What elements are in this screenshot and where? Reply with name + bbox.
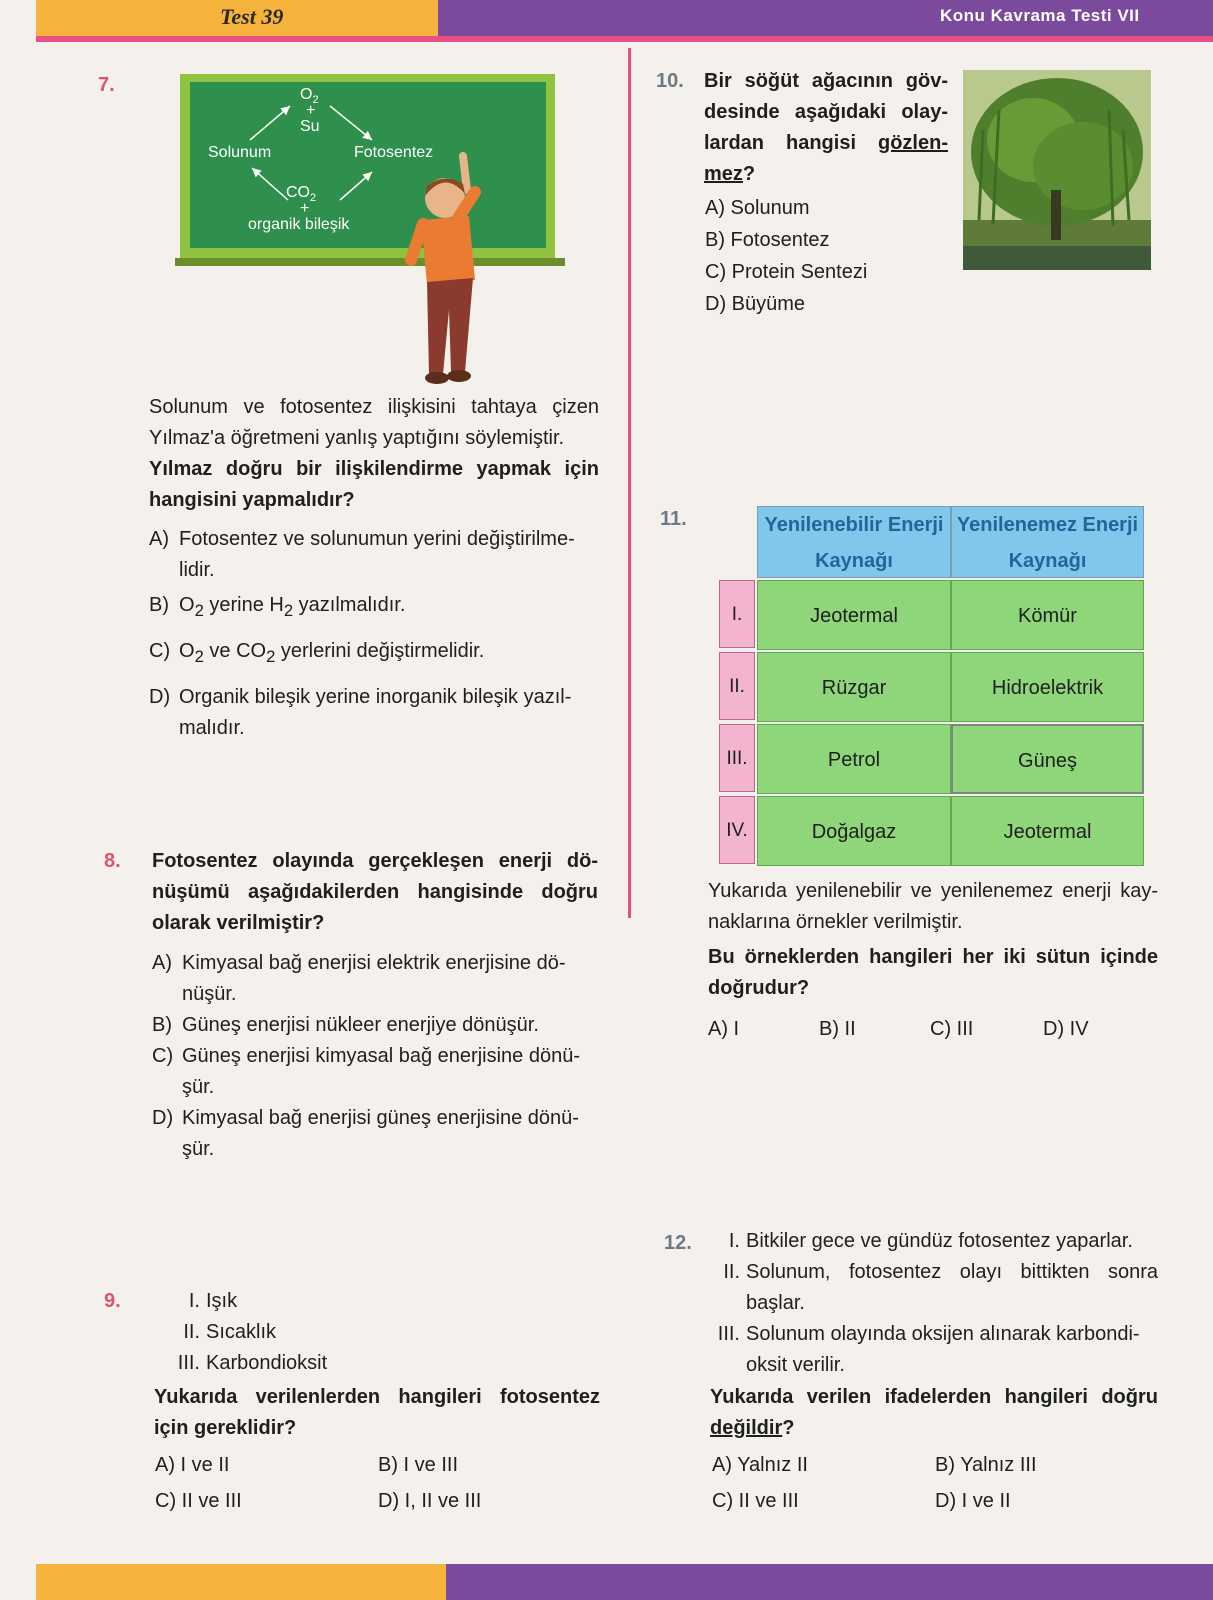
q11-option-c[interactable]: C) III [930, 1018, 974, 1040]
table-cell-nonrenewable: Hidroelektrik [951, 652, 1144, 722]
question-10-stem-line-2: desinde aşağıdaki olay- [704, 101, 948, 123]
q7-option-d-cont: malıdır. [179, 717, 245, 739]
column-divider [628, 48, 631, 918]
item-text: Bitkiler gece ve gündüz fotosentez yaparlar. [746, 1230, 1133, 1252]
question-10-stem-line-3 [704, 128, 948, 159]
header-line-1: Yenilenemez Enerji [956, 514, 1139, 536]
footer-right-band [446, 1564, 1213, 1600]
q12-option-c[interactable]: C) II ve III [712, 1490, 799, 1512]
q10-option-c[interactable]: C) Protein Sentezi [705, 261, 868, 283]
q9-option-b[interactable]: B) I ve III [378, 1454, 459, 1476]
question-8-number: 8. [104, 850, 121, 872]
table-row-number: II. [719, 652, 755, 720]
question-8-options [152, 948, 602, 1165]
q9-item-2 [160, 1317, 460, 1348]
item-key: III. [177, 1352, 200, 1374]
diagram-fotosentez: Fotosentez [354, 144, 434, 161]
question-10-options [705, 192, 867, 320]
option-key: C) [152, 1045, 174, 1067]
option-text: Kimyasal bağ enerjisi elektrik enerjisine dö- [182, 952, 566, 974]
question-7-number: 7. [98, 74, 115, 96]
diagram-co2: $CO_2$ [286, 184, 317, 205]
question-8-stem-line-3: olarak verilmiştir? [152, 912, 325, 934]
q12-option-d[interactable]: D) I ve II [935, 1490, 1011, 1512]
option-key: B) [152, 1014, 172, 1036]
option-key: A) [149, 528, 169, 550]
option-text: Organik bileşik yerine inorganik bileşik yazıl- [179, 686, 572, 708]
option-key: B) [149, 594, 169, 616]
q8-option-b[interactable] [152, 1010, 602, 1041]
q7-option-a[interactable] [149, 524, 609, 555]
q12-option-b[interactable]: B) Yalnız III [935, 1454, 1037, 1476]
question-12-stem-line-2 [710, 1413, 1158, 1444]
stem-underlined: mez [704, 163, 743, 185]
question-7-options [149, 524, 609, 744]
table-cell-renewable: Petrol [757, 724, 951, 794]
q9-option-a[interactable]: A) I ve II [155, 1454, 230, 1476]
question-11-bold-line-2: doğrudur? [708, 977, 810, 999]
diagram-plus-bottom: + [300, 200, 310, 217]
question-8-stem [152, 846, 598, 939]
q9-item-3 [160, 1348, 460, 1379]
table-header-nonrenewable [951, 506, 1144, 578]
option-text: Kimyasal bağ enerjisi güneş enerjisine dönü- [182, 1107, 579, 1129]
q12-item-3-cont: oksit verilir. [746, 1354, 845, 1376]
table-row-number: III. [719, 724, 755, 792]
q9-item-1 [160, 1286, 460, 1317]
question-8-stem-line-1: Fotosentez olayında gerçekleşen enerji dö- [152, 850, 598, 872]
header-stripe [36, 36, 1213, 42]
question-10-stem-line-1: Bir söğüt ağacının göv- [704, 70, 948, 92]
question-11-stem-line-1: Yukarıda yenilenebilir ve yenilenemez enerji kay- [708, 880, 1158, 902]
item-key: III. [717, 1323, 740, 1345]
question-7-stem-bold-2: hangisini yapmalıdır? [149, 489, 355, 511]
question-11-stem [708, 876, 1158, 938]
q8-option-c[interactable] [152, 1041, 602, 1072]
question-7-stem-bold-1: Yılmaz doğru bir ilişkilendirme yapmak için [149, 458, 599, 480]
section-label: Konu Kavrama Testi VII [940, 6, 1140, 25]
option-key: D) [149, 686, 171, 708]
q11-option-b[interactable]: B) II [819, 1018, 856, 1040]
diagram-plus-top: + [306, 102, 316, 119]
q7-option-a-cont: lidir. [179, 559, 215, 581]
question-9-items [160, 1286, 460, 1379]
header-line-1: Yenilenebilir Enerji [764, 514, 944, 536]
item-text: Karbondioksit [206, 1352, 328, 1374]
header-line-2: Kaynağı [1008, 550, 1087, 572]
question-12-items [704, 1226, 1158, 1381]
option-text: Güneş enerjisi kimyasal bağ enerjisine dönü- [182, 1045, 580, 1067]
q12-item-3 [704, 1319, 1158, 1350]
item-key: II. [723, 1261, 740, 1283]
willow-tree-icon [963, 70, 1151, 270]
stem-underlined: gözlen- [878, 132, 948, 154]
q9-option-d[interactable]: D) I, II ve III [378, 1490, 482, 1512]
item-text: Sıcaklık [206, 1321, 277, 1343]
table-cell-nonrenewable: Kömür [951, 580, 1144, 650]
q12-item-2-cont: başlar. [746, 1292, 805, 1314]
diagram-su: Su [300, 118, 320, 135]
stem-text: lardan hangisi [704, 132, 857, 154]
question-11-question [708, 942, 1158, 1004]
q10-option-d[interactable]: D) Büyüme [705, 293, 806, 315]
stem-underlined: değildir [710, 1417, 783, 1439]
q7-option-c[interactable] [149, 636, 609, 672]
q8-option-a[interactable] [152, 948, 602, 979]
willow-tree-photo [963, 70, 1151, 270]
question-9-number: 9. [104, 1290, 121, 1312]
question-10-stem-line-4 [704, 159, 948, 190]
question-9-stem-line-2: için gereklidir? [154, 1417, 297, 1439]
question-10-stem [704, 66, 948, 190]
q12-option-a[interactable]: A) Yalnız II [712, 1454, 808, 1476]
diagram-o2: $O_2$ [300, 86, 319, 107]
table-cell-renewable: Rüzgar [757, 652, 951, 722]
item-text: Solunum olayında oksijen alınarak karbondi- [746, 1323, 1140, 1345]
q8-option-d-cont: şür. [182, 1138, 215, 1160]
table-cell-renewable: Jeotermal [757, 580, 951, 650]
q9-option-c[interactable]: C) II ve III [155, 1490, 242, 1512]
stem-end: ? [782, 1417, 795, 1439]
table-cell-renewable: Doğalgaz [757, 796, 951, 866]
table-cell-nonrenewable: Güneş [951, 724, 1144, 794]
item-text: Solunum, fotosentez olayı bittikten sonra [746, 1261, 1158, 1283]
table-cell-nonrenewable: Jeotermal [951, 796, 1144, 866]
question-7-stem-line-2: Yılmaz'a öğretmeni yanlış yaptığını söylemiştir. [149, 427, 565, 449]
q12-item-1 [704, 1226, 1158, 1257]
option-text: Fotosentez ve solunumun yerini değiştirilme- [179, 528, 575, 550]
option-key: A) [152, 952, 172, 974]
test-label: Test 39 [220, 4, 284, 29]
question-10-number: 10. [656, 70, 684, 92]
table-row-number: IV. [719, 796, 755, 864]
q12-item-2 [704, 1257, 1158, 1288]
q7-option-b[interactable] [149, 590, 609, 626]
question-12-stem [710, 1382, 1158, 1444]
question-9-stem [154, 1382, 600, 1444]
question-7-stem-line-1: Solunum ve fotosentez ilişkisini tahtaya çizen [149, 396, 599, 418]
stem-end: ? [742, 163, 756, 185]
q10-option-a[interactable]: A) Solunum [705, 197, 810, 219]
question-12-number: 12. [664, 1232, 692, 1254]
diagram-organik: organik bileşik [248, 216, 350, 233]
question-7-stem [149, 392, 599, 516]
item-key: I. [188, 1290, 200, 1312]
option-text: Güneş enerjisi nükleer enerjiye dönüşür. [182, 1014, 539, 1036]
diagram-solunum: Solunum [208, 144, 272, 161]
q7-option-d[interactable] [149, 682, 609, 713]
question-12-stem-line-1: Yukarıda verilen ifadelerden hangileri doğru [710, 1386, 1158, 1408]
option-key: C) [149, 640, 171, 662]
footer-left-band [36, 1564, 446, 1600]
item-key: I. [728, 1230, 740, 1252]
q11-option-d[interactable]: D) IV [1043, 1018, 1089, 1040]
q8-option-d[interactable] [152, 1103, 602, 1134]
item-key: II. [183, 1321, 200, 1343]
question-8-stem-line-2: nüşümü aşağıdakilerden hangisinde doğru [152, 881, 598, 903]
q10-option-b[interactable]: B) Fotosentez [705, 229, 830, 251]
option-text: $O_2$ yerine $H_2$ yazılmalıdır. [179, 594, 406, 620]
q11-option-a[interactable]: A) I [708, 1018, 740, 1040]
item-text: Işık [206, 1290, 238, 1312]
option-key: D) [152, 1107, 174, 1129]
q8-option-c-cont: şür. [182, 1076, 215, 1098]
q8-option-a-cont: nüşür. [182, 983, 237, 1005]
question-11-stem-line-2: naklarına örnekler verilmiştir. [708, 911, 963, 933]
question-9-stem-line-1: Yukarıda verilenlerden hangileri fotosentez [154, 1386, 600, 1408]
boy-drawing-illustration [405, 150, 515, 390]
option-text: $O_2$ ve $CO_2$ yerlerini değiştirmelidir. [179, 640, 485, 666]
question-11-bold-line-1: Bu örneklerden hangileri her iki sütun içinde [708, 946, 1158, 968]
table-row-number: I. [719, 580, 755, 648]
question-11-number: 11. [660, 508, 687, 530]
table-header-renewable [757, 506, 951, 578]
header-line-2: Kaynağı [815, 550, 893, 572]
